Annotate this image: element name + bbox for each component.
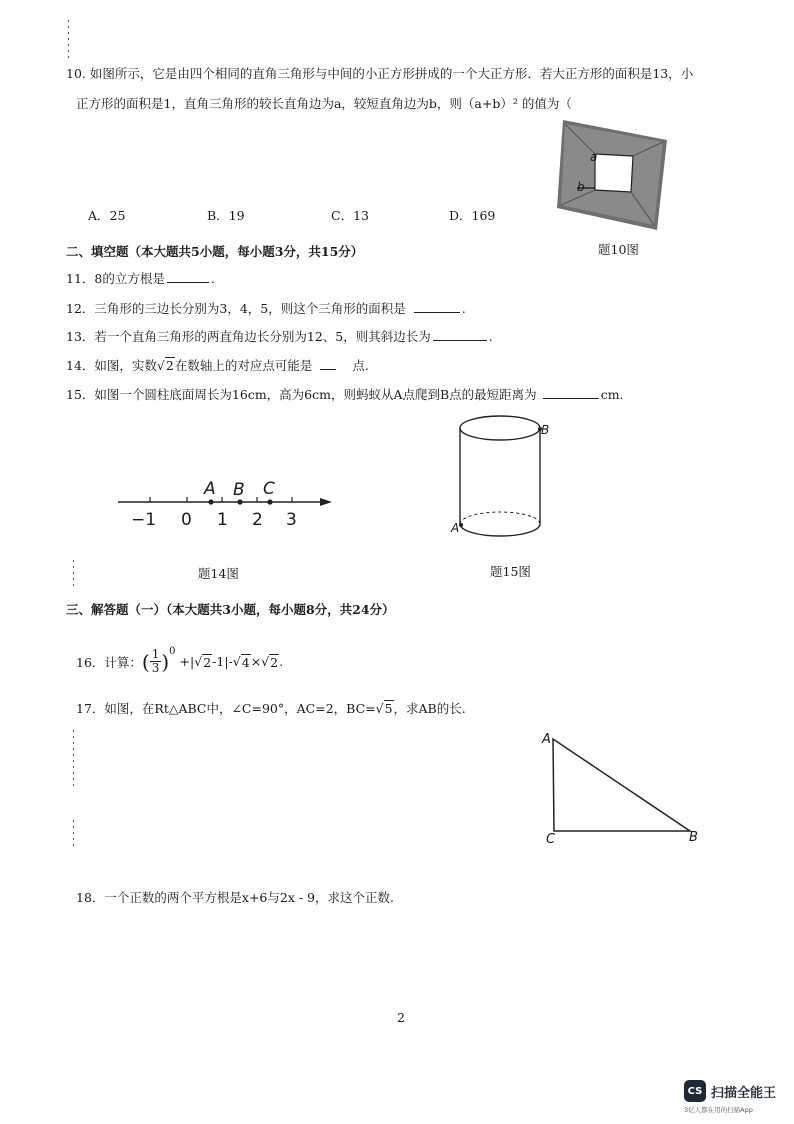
q10-fig-label-a: a	[590, 150, 598, 164]
fig14-num-2: 2	[252, 510, 263, 530]
binding-mark	[73, 820, 74, 850]
q10-option-a: A．25	[88, 208, 126, 223]
q17-label-c: C	[546, 832, 556, 847]
fig14-point-c: C	[263, 479, 275, 499]
q14-pre: 14．如图，实数	[66, 358, 157, 373]
q16-frac-den: 3	[151, 661, 160, 675]
q10-option-d: D．169	[449, 208, 496, 223]
q13	[66, 327, 493, 345]
q16-pre: 16．计算：	[76, 654, 142, 670]
q11-end: .	[210, 271, 215, 286]
fig14-num-minus1: −1	[131, 510, 157, 530]
fig15-cylinder	[452, 410, 552, 546]
fig15-caption: 题15图	[490, 564, 531, 579]
q13-answer-blank[interactable]	[433, 328, 487, 341]
q15-text: 15．如图一个圆柱底面周长为16cm，高为6cm，则蚂蚁从A点爬到B点的最短距离为	[66, 387, 537, 402]
q10-figure-caption: 题10图	[598, 242, 639, 257]
q16-part3: ×	[250, 654, 262, 669]
q17: 17．如图，在Rt△ABC中，∠C=90°，AC=2，BC=√5，求AB的长.	[76, 701, 466, 716]
scanner-tagline: 3亿人都在用的扫描App	[684, 1106, 753, 1114]
fig14-num-1: 1	[217, 510, 228, 530]
q16: 16．计算： ( $\frac{1}{3}$ ) $^0$ +| √ 2 -1|- √ 4 × √ 2 .	[76, 646, 284, 675]
binding-mark	[73, 730, 74, 790]
scanner-watermark	[684, 1080, 776, 1102]
q10-line1: 10. 如图所示，它是由四个相同的直角三角形与中间的小正方形拼成的一个大正方形．若大正方形的面积是13，小	[66, 66, 694, 81]
fig14-caption: 题14图	[198, 566, 239, 581]
fig14-num-0: 0	[181, 510, 192, 530]
q18-text: 18．一个正数的两个平方根是x+6与2x - 9，求这个正数.	[76, 890, 394, 905]
fig14-num-3: 3	[286, 510, 297, 530]
q10-option-c: C．13	[331, 208, 369, 223]
q17-label-a: A	[542, 732, 551, 747]
q14-end: 点.	[352, 358, 369, 373]
q11	[66, 269, 215, 287]
q14-post: 在数轴上的对应点可能是	[174, 358, 313, 373]
fig15-label-b: B	[541, 423, 550, 437]
q12	[66, 299, 466, 317]
q14-radicand: 2	[165, 358, 174, 373]
q16-frac-num: 1	[151, 647, 160, 661]
page-number: 2	[397, 1010, 405, 1025]
q16-exponent: 0	[169, 646, 176, 657]
q16-fraction	[150, 648, 162, 675]
q10-line2: 正方形的面积是1，直角三角形的较长直角边为a，较短直角边为b，则（a+b）² 的值为（	[76, 96, 572, 111]
camscanner-logo-icon: CS	[684, 1080, 706, 1102]
q16-part1: +|	[179, 654, 195, 669]
q11-answer-blank[interactable]	[167, 270, 209, 283]
q13-end: .	[488, 329, 493, 344]
q17-end: ，求AB的长.	[393, 701, 466, 716]
q17-radicand: 5	[384, 701, 393, 716]
q17-text: 17．如图，在Rt△ABC中，∠C=90°，AC=2，BC=	[76, 701, 376, 716]
section3-heading: 三、解答题（一）（本大题共3小题，每小题8分，共24分）	[66, 602, 395, 617]
section2-heading: 二、填空题（本大题共5小题，每小题3分，共15分）	[66, 244, 364, 259]
q16-rad3: 2	[270, 654, 279, 670]
q17-label-b: B	[689, 830, 698, 845]
q15	[66, 385, 624, 403]
q10-fig-label-b: b	[577, 180, 585, 194]
q17-triangle	[548, 735, 698, 837]
q16-end: .	[279, 654, 284, 669]
q12-text: 12．三角形的三边长分别为3，4，5，则这个三角形的面积是	[66, 301, 406, 316]
q14: 14．如图，实数√2在数轴上的对应点可能是 点.	[66, 358, 369, 373]
q12-end: .	[461, 301, 466, 316]
q12-answer-blank[interactable]	[414, 300, 460, 313]
q16-part2: -1|-	[212, 654, 233, 669]
q11-text: 11．8的立方根是	[66, 271, 165, 286]
q14-answer-blank[interactable]	[320, 357, 336, 370]
q15-end: cm.	[600, 387, 624, 402]
fig14-point-b: B	[233, 480, 245, 500]
fig15-label-a: A	[451, 521, 460, 535]
q10-option-b: B．19	[207, 208, 245, 223]
q15-answer-blank[interactable]	[543, 386, 599, 399]
binding-mark	[73, 560, 74, 590]
scanner-brand: 扫描全能王	[711, 1085, 777, 1101]
fig14-point-a: A	[204, 479, 216, 499]
q13-text: 13．若一个直角三角形的两直角边长分别为12、5，则其斜边长为	[66, 329, 431, 344]
q16-rad2: 4	[241, 654, 250, 670]
binding-mark	[68, 20, 69, 60]
q10-figure	[555, 112, 675, 234]
q16-rad1: 2	[203, 654, 212, 670]
